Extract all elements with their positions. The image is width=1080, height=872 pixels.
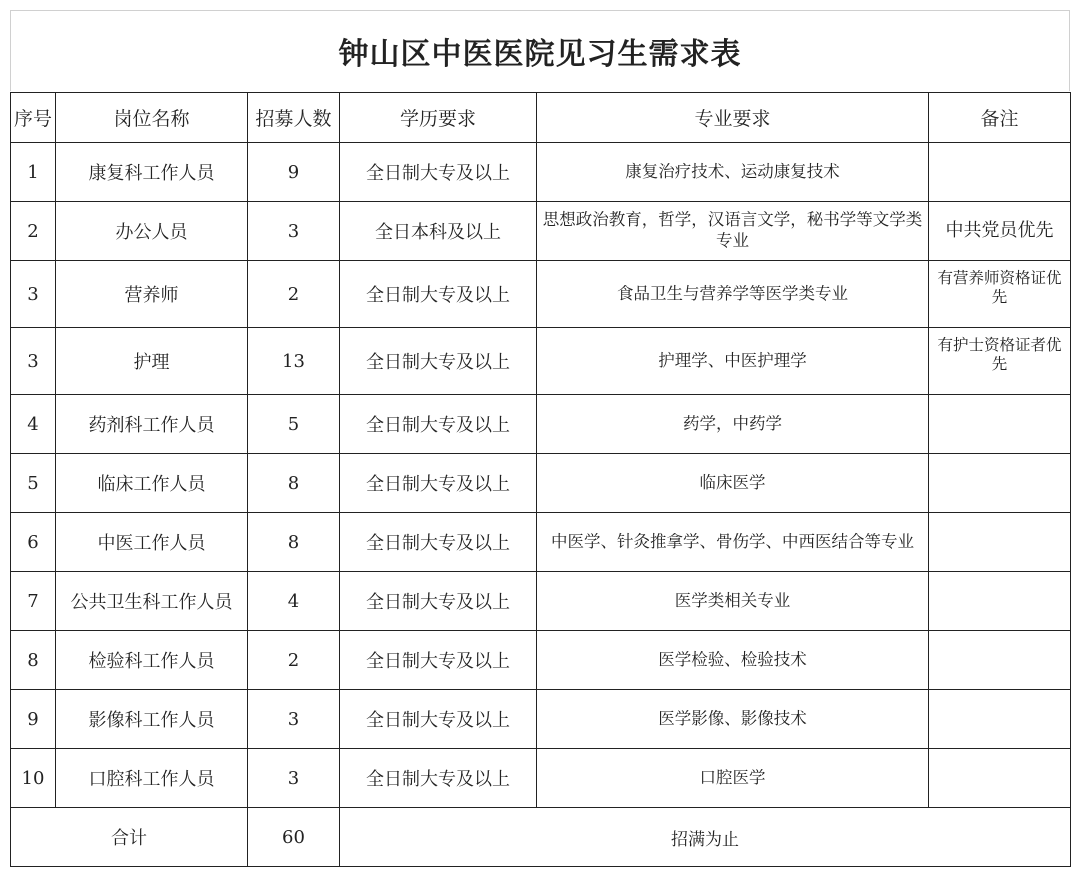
header-position: 岗位名称 — [56, 93, 248, 143]
cell-count: 5 — [248, 395, 340, 454]
cell-no: 9 — [11, 690, 56, 749]
cell-major: 中医学、针灸推拿学、骨伤学、中西医结合等专业 — [537, 513, 929, 572]
table-row — [11, 202, 1071, 261]
cell-education: 全日本科及以上 — [340, 202, 537, 261]
cell-remark — [929, 749, 1071, 808]
cell-education: 全日制大专及以上 — [340, 328, 537, 395]
cell-education: 全日制大专及以上 — [340, 261, 537, 328]
table-row — [11, 395, 1071, 454]
total-row — [11, 808, 1071, 867]
cell-major: 口腔医学 — [537, 749, 929, 808]
cell-major: 医学检验、检验技术 — [537, 631, 929, 690]
cell-count: 9 — [248, 143, 340, 202]
cell-no: 6 — [11, 513, 56, 572]
cell-position: 药剂科工作人员 — [56, 395, 248, 454]
cell-remark — [929, 454, 1071, 513]
table-row — [11, 454, 1071, 513]
cell-no: 3 — [11, 328, 56, 395]
cell-major: 食品卫生与营养学等医学类专业 — [537, 261, 929, 328]
cell-no: 3 — [11, 261, 56, 328]
cell-major: 临床医学 — [537, 454, 929, 513]
header-education: 学历要求 — [340, 93, 537, 143]
table-row — [11, 631, 1071, 690]
cell-education: 全日制大专及以上 — [340, 395, 537, 454]
cell-no: 7 — [11, 572, 56, 631]
cell-count: 13 — [248, 328, 340, 395]
requirement-table — [10, 92, 1071, 867]
total-note: 招满为止 — [340, 808, 1071, 867]
cell-position: 影像科工作人员 — [56, 690, 248, 749]
cell-count: 8 — [248, 454, 340, 513]
cell-position: 中医工作人员 — [56, 513, 248, 572]
cell-no: 8 — [11, 631, 56, 690]
cell-position: 检验科工作人员 — [56, 631, 248, 690]
total-count: 60 — [248, 808, 340, 867]
cell-major: 药学，中药学 — [537, 395, 929, 454]
cell-remark — [929, 143, 1071, 202]
cell-education: 全日制大专及以上 — [340, 572, 537, 631]
sheet-title: 钟山区中医医院见习生需求表 — [10, 10, 1070, 91]
cell-remark — [929, 690, 1071, 749]
table-row — [11, 328, 1071, 395]
cell-count: 2 — [248, 631, 340, 690]
table-row — [11, 690, 1071, 749]
header-count: 招募人数 — [248, 93, 340, 143]
cell-remark — [929, 572, 1071, 631]
cell-education: 全日制大专及以上 — [340, 749, 537, 808]
requirement-sheet — [10, 10, 1070, 862]
cell-major: 医学影像、影像技术 — [537, 690, 929, 749]
header-no: 序号 — [11, 93, 56, 143]
cell-no: 10 — [11, 749, 56, 808]
cell-no: 4 — [11, 395, 56, 454]
cell-education: 全日制大专及以上 — [340, 631, 537, 690]
cell-education: 全日制大专及以上 — [340, 454, 537, 513]
cell-no: 2 — [11, 202, 56, 261]
header-major: 专业要求 — [537, 93, 929, 143]
cell-major: 康复治疗技术、运动康复技术 — [537, 143, 929, 202]
cell-position: 康复科工作人员 — [56, 143, 248, 202]
cell-position: 公共卫生科工作人员 — [56, 572, 248, 631]
table-row — [11, 261, 1071, 328]
cell-no: 1 — [11, 143, 56, 202]
table-row — [11, 749, 1071, 808]
cell-position: 办公人员 — [56, 202, 248, 261]
cell-remark: 有护士资格证者优先 — [929, 328, 1071, 395]
cell-remark — [929, 395, 1071, 454]
cell-remark: 有营养师资格证优先 — [929, 261, 1071, 328]
header-remark: 备注 — [929, 93, 1071, 143]
cell-count: 2 — [248, 261, 340, 328]
header-row — [11, 93, 1071, 143]
table-row — [11, 572, 1071, 631]
total-label: 合计 — [11, 808, 248, 867]
cell-education: 全日制大专及以上 — [340, 690, 537, 749]
cell-remark: 中共党员优先 — [929, 202, 1071, 261]
table-row — [11, 513, 1071, 572]
cell-remark — [929, 631, 1071, 690]
cell-position: 临床工作人员 — [56, 454, 248, 513]
cell-position: 口腔科工作人员 — [56, 749, 248, 808]
cell-count: 3 — [248, 202, 340, 261]
table-row — [11, 143, 1071, 202]
cell-position: 营养师 — [56, 261, 248, 328]
cell-remark — [929, 513, 1071, 572]
cell-major: 思想政治教育，哲学，汉语言文学，秘书学等文学类专业 — [537, 202, 929, 261]
cell-major: 医学类相关专业 — [537, 572, 929, 631]
cell-major: 护理学、中医护理学 — [537, 328, 929, 395]
cell-count: 3 — [248, 749, 340, 808]
cell-count: 4 — [248, 572, 340, 631]
cell-count: 8 — [248, 513, 340, 572]
cell-position: 护理 — [56, 328, 248, 395]
cell-education: 全日制大专及以上 — [340, 143, 537, 202]
cell-education: 全日制大专及以上 — [340, 513, 537, 572]
cell-count: 3 — [248, 690, 340, 749]
cell-no: 5 — [11, 454, 56, 513]
